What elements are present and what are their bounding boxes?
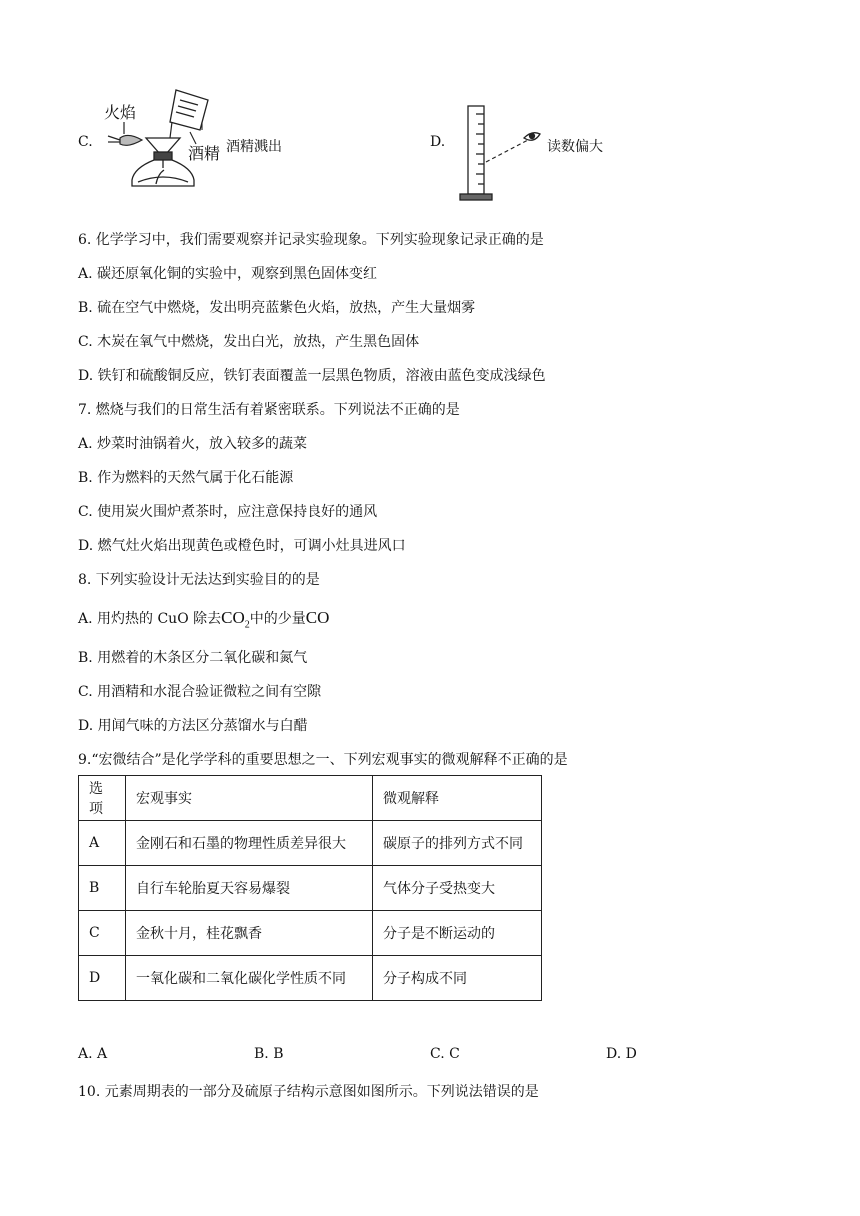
table-cell: 金秋十月，桂花飘香: [126, 911, 373, 956]
option-c-label: C.: [78, 134, 93, 150]
table-header-row: [79, 776, 542, 821]
flame-icon: [108, 122, 142, 145]
q9-answer-a: A. A: [78, 1046, 108, 1062]
graduated-cylinder-icon: [460, 106, 492, 200]
table-cell: D: [79, 956, 126, 1001]
q8-stem: 8. 下列实验设计无法达到实验目的的是: [78, 572, 320, 588]
table-cell: 气体分子受热变大: [373, 866, 542, 911]
q8-option-a-prefix: A. 用灼热的 CuO 除去: [78, 611, 222, 627]
table-cell: 自行车轮胎夏天容易爆裂: [126, 866, 373, 911]
table-header-cell: 微观解释: [373, 776, 542, 821]
table-header-cell: 宏观事实: [126, 776, 373, 821]
table-cell: 金刚石和石墨的物理性质差异很大: [126, 821, 373, 866]
alcohol-lamp-icon: [132, 152, 194, 186]
q9-table: [78, 775, 542, 1001]
q7-option-d: D. 燃气灶火焰出现黄色或橙色时，可调小灶具进风口: [78, 538, 406, 554]
co2-subscript: 2: [244, 619, 250, 631]
q7-stem: 7. 燃烧与我们的日常生活有着紧密联系。下列说法不正确的是: [78, 402, 460, 418]
q9-answer-options: [78, 1046, 778, 1068]
q8-option-b: B. 用燃着的木条区分二氧化碳和氮气: [78, 650, 308, 666]
q8-option-d: D. 用闻气味的方法区分蒸馏水与白醋: [78, 718, 308, 734]
q7-option-a: A. 炒菜时油锅着火，放入较多的蔬菜: [78, 436, 308, 452]
table-cell: 分子构成不同: [373, 956, 542, 1001]
q6-option-a: A. 碳还原氧化铜的实验中，观察到黑色固体变红: [78, 266, 378, 282]
co2-formula: [221, 608, 250, 631]
q9-answer-c: C. C: [430, 1046, 460, 1062]
table-cell: A: [79, 821, 126, 866]
table-cell: 分子是不断运动的: [373, 911, 542, 956]
q6-stem: 6. 化学学习中，我们需要观察并记录实验现象。下列实验现象记录正确的是: [78, 232, 544, 248]
table-header-cell: 选项: [79, 776, 126, 821]
q8-option-a-mid: 中的少量: [249, 611, 306, 627]
table-row: [79, 956, 542, 1001]
q7-option-c: C. 使用炭火围炉煮茶时，应注意保持良好的通风: [78, 504, 378, 520]
graduated-cylinder-figure: [456, 100, 546, 204]
q8-option-a: [78, 608, 329, 635]
option-d-note: 读数偏大: [547, 139, 603, 155]
q9-answer-d: D. D: [606, 1046, 637, 1062]
q8-option-c: C. 用酒精和水混合验证微粒之间有空隙: [78, 684, 322, 700]
co-formula: CO: [305, 608, 330, 627]
table-cell: B: [79, 866, 126, 911]
table-row: [79, 911, 542, 956]
flame-label: 火焰: [104, 103, 137, 122]
co2-base: CO: [221, 608, 245, 627]
q9-answer-b: B. B: [254, 1046, 284, 1062]
table-cell: 一氧化碳和二氧化碳化学性质不同: [126, 956, 373, 1001]
eye-icon: [524, 133, 540, 141]
q10-stem: 10. 元素周期表的一部分及硫原子结构示意图如图所示。下列说法错误的是: [78, 1084, 539, 1100]
option-c-note: 酒精溅出: [226, 139, 282, 155]
q9-stem: 9.“宏微结合”是化学学科的重要思想之一、下列宏观事实的微观解释不正确的是: [78, 752, 568, 768]
q6-option-c: C. 木炭在氧气中燃烧，发出白光，放热，产生黑色固体: [78, 334, 420, 350]
table-row: [79, 866, 542, 911]
option-d-label: D.: [430, 134, 446, 150]
table-row: [79, 821, 542, 866]
alcohol-label: 酒精: [188, 144, 221, 163]
q7-option-b: B. 作为燃料的天然气属于化石能源: [78, 470, 294, 486]
table-cell: 碳原子的排列方式不同: [373, 821, 542, 866]
q6-option-b: B. 硫在空气中燃烧，发出明亮蓝紫色火焰，放热，产生大量烟雾: [78, 300, 476, 316]
table-cell: C: [79, 911, 126, 956]
q6-option-d: D. 铁钉和硫酸铜反应，铁钉表面覆盖一层黑色物质，溶液由蓝色变成浅绿色: [78, 368, 546, 384]
